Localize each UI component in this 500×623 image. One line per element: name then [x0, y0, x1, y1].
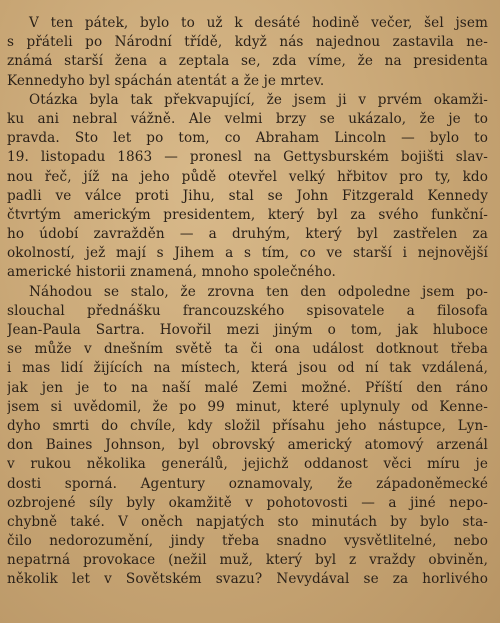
text-line: Otázka byla tak překvapující, že jsem ji v prvém okamži- — [29, 91, 488, 108]
text-line: ku ani nebral vážně. Ale velmi brzy se ukázalo, že je to — [7, 110, 488, 127]
text-line: čtvrtým americkým presidentem, který byl za svého funkční- — [7, 206, 488, 223]
text-line: čilo nedorozumění, jindy třeba snadno vysvětlitelné, nebo — [7, 533, 488, 550]
text-line: chybně také. V oněch napjatých sto minutách by bylo sta- — [7, 513, 488, 530]
text-line: dyho smrti do chvíle, kdy složil přísahu jeho nástupce, Lyn- — [7, 417, 488, 434]
text-line: pravda. Sto let po tom, co Abraham Lincoln — bylo to — [7, 130, 488, 147]
text-line: 19. listopadu 1863 — pronesl na Gettysburském bojišti slav- — [7, 149, 488, 166]
text-line: americké historii znamená, mnoho společného. — [7, 264, 336, 281]
text-line: Kennedyho byl spáchán atentát a že je mrtev. — [7, 72, 325, 89]
text-line: Jean-Paula Sartra. Hovořil mezi jiným o tom, jak hluboce — [7, 322, 488, 338]
text-line: nou řeč, jíž na jeho půdě otevřel velký hřbitov pro ty, kdo — [7, 168, 488, 185]
text-line: i mas lidí žijících na místech, která jsou od ní tak vzdálená, — [7, 360, 488, 377]
text-line: jsem si uvědomil, že po 99 minut, které uplynuly od Kenne- — [7, 398, 488, 415]
text-line: ozbrojené síly byly okamžitě v pohotovosti — a jiné nepo- — [7, 494, 488, 511]
text-line: padli ve válce proti Jihu, stal se John Fitzgerald Kennedy — [7, 187, 488, 204]
text-line: nepatrná provokace (nežil muž, který byl z vraždy obviněn, — [7, 552, 488, 569]
text-line: několik let v Sovětském svazu? Nevydával se za horlivého — [7, 571, 488, 588]
text-line: V ten pátek, bylo to už k desáté hodině večer, šel jsem — [29, 15, 488, 31]
text-line: dosti sporná. Agentury oznamovaly, že západoněmecké — [7, 475, 488, 492]
paragraph-2 — [7, 91, 488, 283]
paragraph-1 — [7, 14, 488, 91]
text-line: Náhodou se stalo, že zrovna ten den odpoledne jsem po- — [29, 283, 488, 300]
text-line: okolností, jež mají s Jihem a s tím, co ve starší i nejnovější — [7, 245, 488, 262]
text-line: se může v dnešním světě ta či ona událost dotknout třeba — [7, 341, 488, 358]
text-line: v rukou několika generálů, jejichž oddanost věci míru je — [7, 456, 488, 473]
text-line: s přáteli po Národní třídě, když nás najednou zastavila ne- — [7, 34, 488, 51]
text-line: známá starší žena a zeptala se, zda víme, že na presidenta — [7, 53, 488, 70]
text-line: jak jen je to na naší malé Zemi možné. Příští den ráno — [7, 379, 488, 396]
text-line: ho údobí zavražděn — a druhým, který byl zastřelen za — [7, 226, 488, 243]
paragraph-3 — [7, 283, 488, 590]
text-line: slouchal přednášku francouzského spisovatele a filosofa — [7, 302, 488, 319]
text-line: don Baines Johnson, byl obrovský americký atomový arzenál — [7, 437, 488, 454]
